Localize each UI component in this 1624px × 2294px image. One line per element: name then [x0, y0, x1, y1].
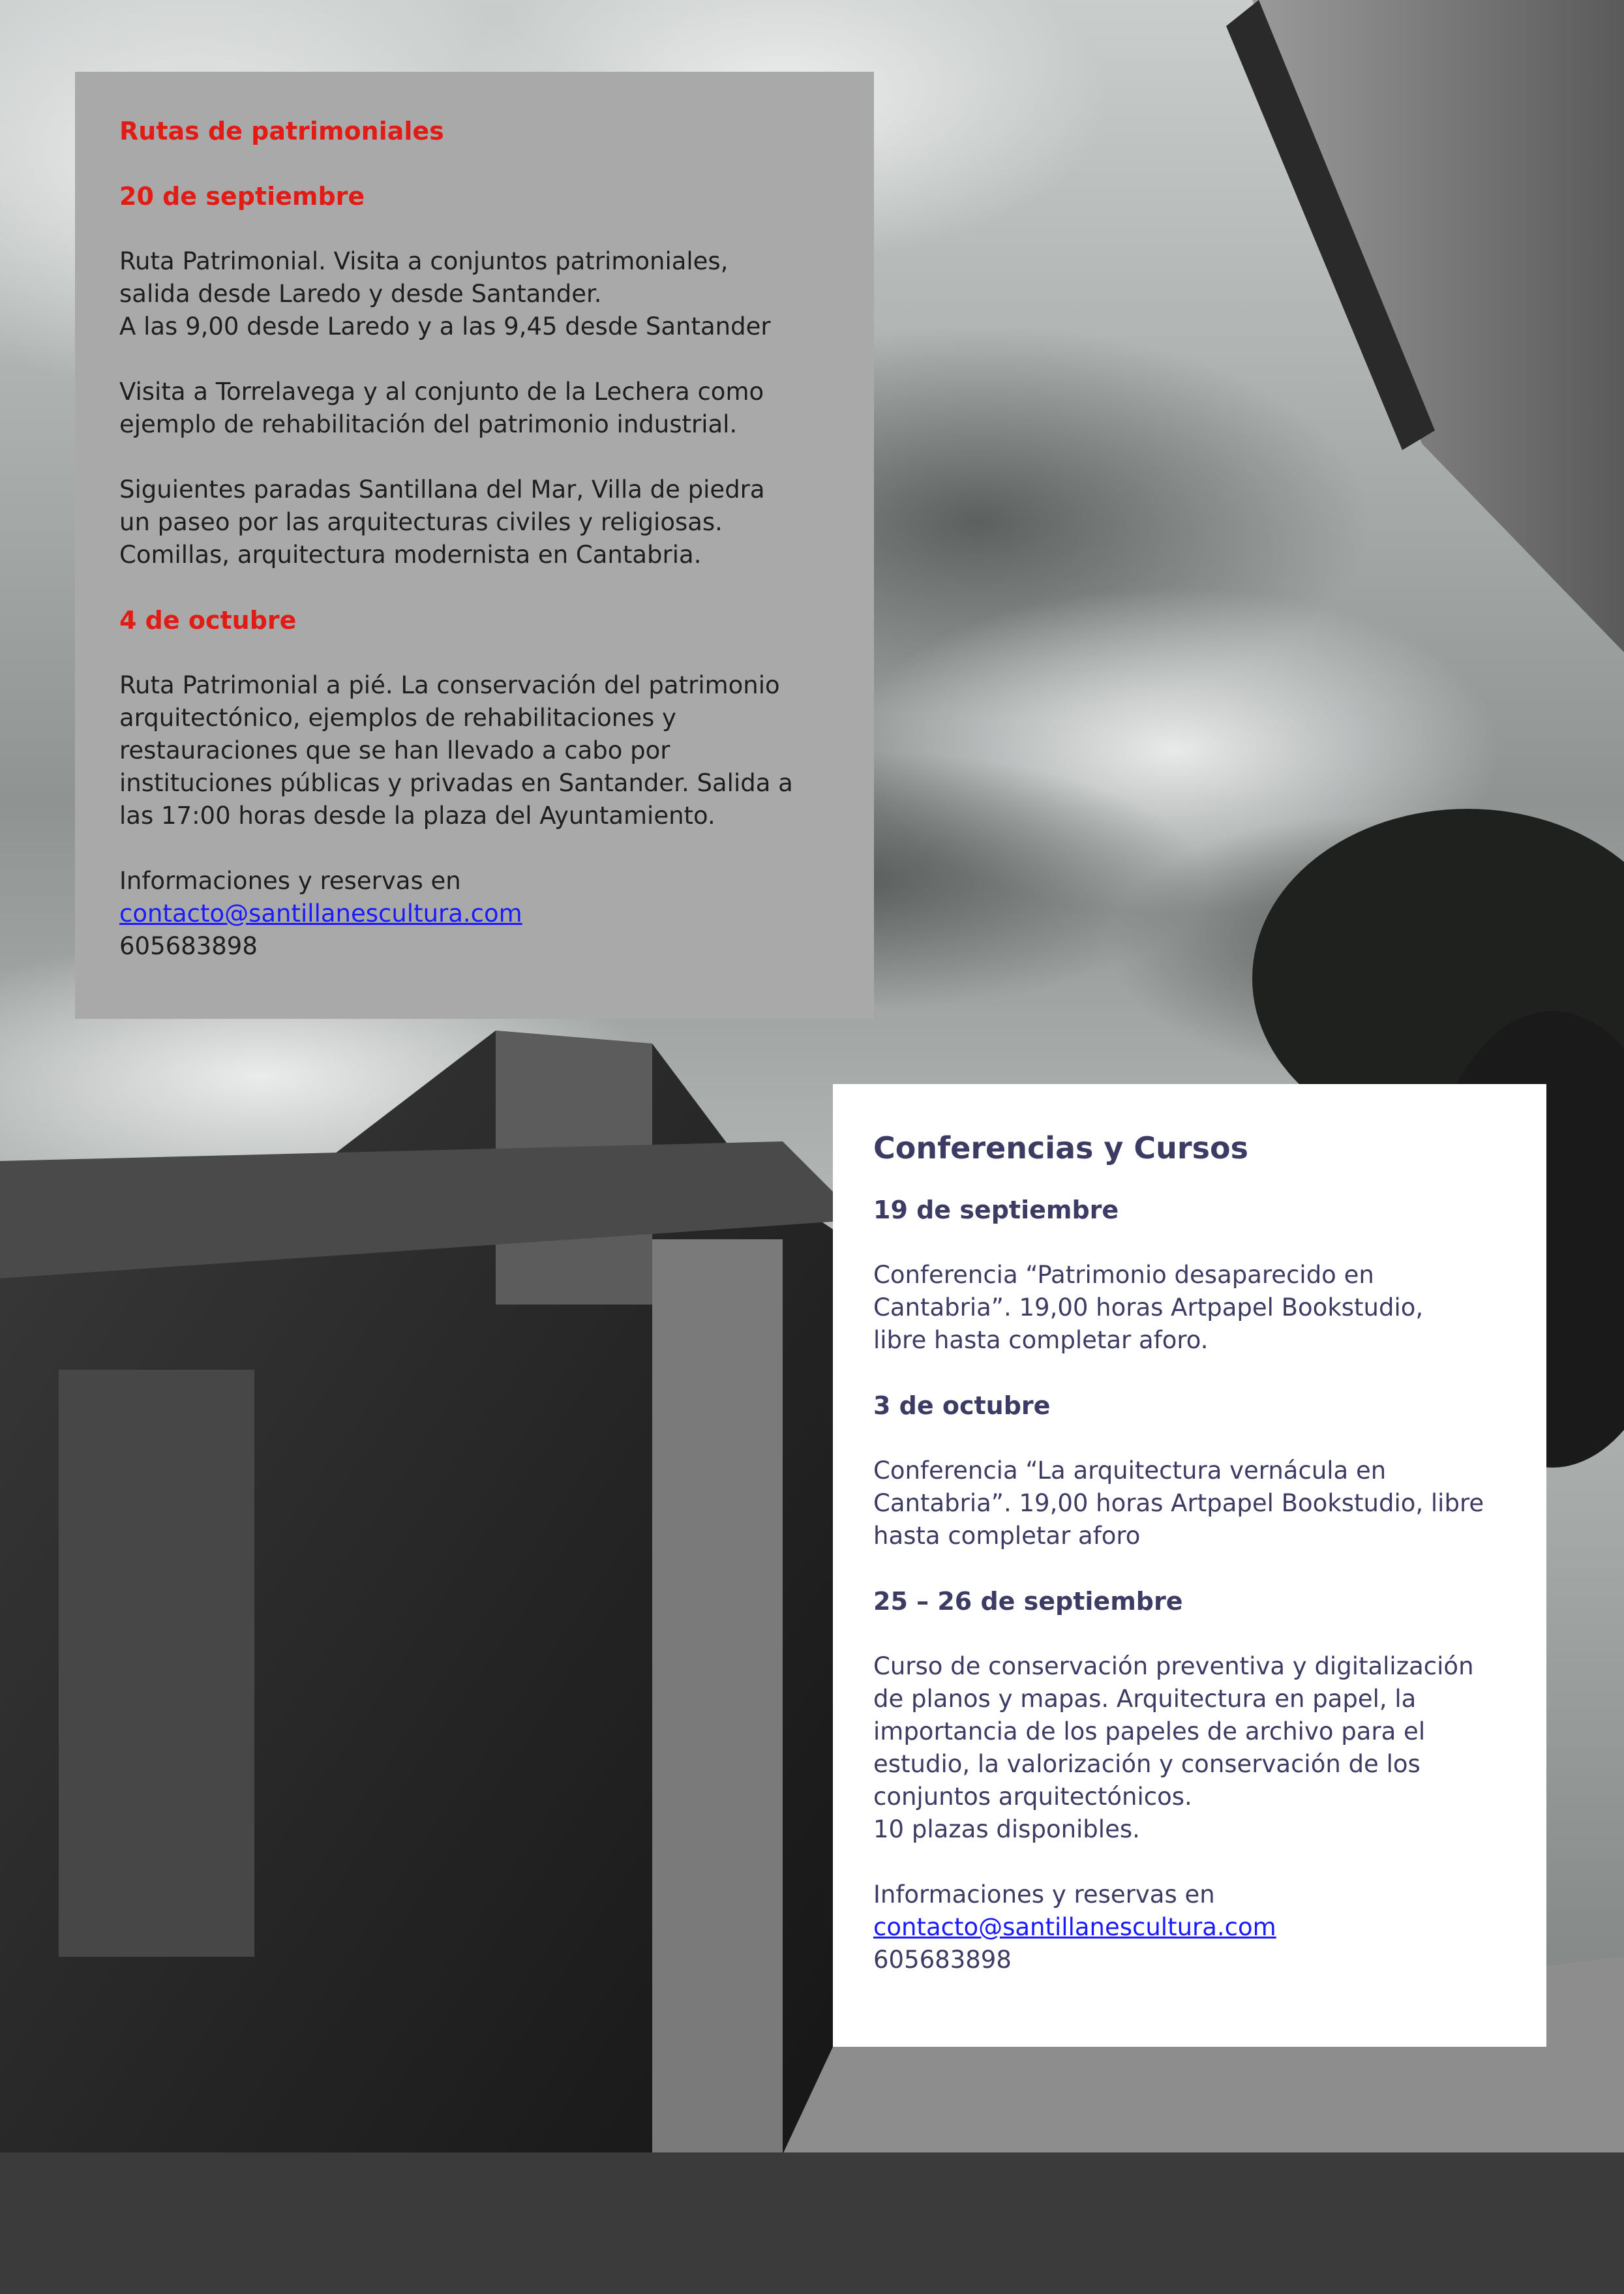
conferencias-date-2: 3 de octubre — [873, 1391, 1051, 1420]
rutas-paragraph-2: Visita a Torrelavega y al conjunto de la Lechera como ejemplo de rehabilitación del patrimonio industrial. — [119, 378, 764, 438]
rutas-date-2: 4 de octubre — [119, 606, 297, 635]
rutas-paragraph-4: Ruta Patrimonial a pié. La conservación del patrimonio arquitectónico, ejemplos de rehabilitaciones y restauraciones que se han llevado a cabo por instituciones públicas y privadas en Santander. Salida a las 17:00 horas desde la plaza del Ayuntamiento. — [119, 671, 793, 830]
rutas-paragraph-3: Siguientes paradas Santillana del Mar, Villa de piedra un paseo por las arquitecturas civiles y religiosas. Comillas, arquitectura modernista en Cantabria. — [119, 475, 765, 569]
conferencias-title: Conferencias y Cursos — [873, 1130, 1248, 1166]
conferencias-email-link[interactable]: contacto@santillanescultura.com — [873, 1913, 1276, 1941]
conferencias-paragraph-2: Conferencia “La arquitectura vernácula en Cantabria”. 19,00 horas Artpapel Bookstudio, libre hasta completar aforo — [873, 1456, 1484, 1550]
conferencias-info-label: Informaciones y reservas en — [873, 1880, 1215, 1909]
conferencias-paragraph-3: Curso de conservación preventiva y digitalización de planos y mapas. Arquitectura en papel, la importancia de los papeles de archivo para el estudio, la valorización y conservación de los conjuntos arquitectónicos. 10 plazas disponibles. — [873, 1652, 1474, 1843]
conferencias-phone: 605683898 — [873, 1946, 1012, 1974]
conferencias-paragraph-1: Conferencia “Patrimonio desaparecido en Cantabria”. 19,00 horas Artpapel Bookstudio, libre hasta completar aforo. — [873, 1261, 1424, 1354]
conferencias-date-3: 25 – 26 de septiembre — [873, 1587, 1183, 1616]
rutas-date-1: 20 de septiembre — [119, 182, 365, 211]
rutas-email-link[interactable]: contacto@santillanescultura.com — [119, 899, 522, 928]
conferencias-date-1: 19 de septiembre — [873, 1196, 1119, 1224]
rutas-title: Rutas de patrimoniales — [119, 117, 444, 145]
conferencias-panel — [833, 1084, 1546, 2047]
rutas-info-label: Informaciones y reservas en — [119, 867, 461, 895]
rutas-phone: 605683898 — [119, 932, 258, 960]
rutas-paragraph-1: Ruta Patrimonial. Visita a conjuntos patrimoniales, salida desde Laredo y desde Santander. A las 9,00 desde Laredo y a las 9,45 desde Santander — [119, 247, 771, 340]
rutas-panel — [75, 72, 874, 1019]
